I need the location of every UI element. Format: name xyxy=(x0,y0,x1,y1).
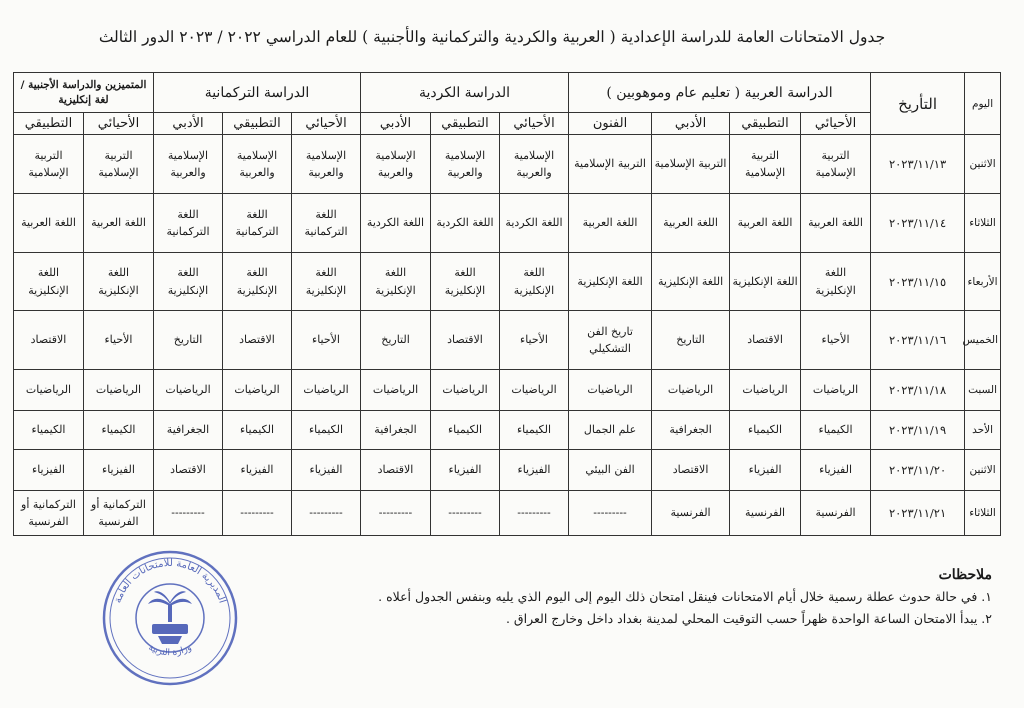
subject-cell: اللغة الإنكليزية xyxy=(569,253,652,311)
subject-cell: اللغة الكردية xyxy=(361,194,431,253)
subject-cell: الاقتصاد xyxy=(14,311,84,370)
subject-cell: التربية الإسلامية xyxy=(14,135,84,194)
subject-cell: اللغة الإنكليزية xyxy=(500,253,569,311)
date-cell: ٢٠٢٣/١١/٢١ xyxy=(871,491,965,536)
sub-header: الأدبي xyxy=(652,113,730,135)
sub-header: الأحيائي xyxy=(292,113,361,135)
subject-cell: اللغة الإنكليزية xyxy=(154,253,223,311)
subject-cell: الأحياء xyxy=(500,311,569,370)
subject-cell: التربية الإسلامية xyxy=(801,135,871,194)
date-cell: ٢٠٢٣/١١/١٤ xyxy=(871,194,965,253)
subject-cell: الفيزياء xyxy=(431,450,500,491)
subject-cell: الفرنسية xyxy=(730,491,801,536)
subject-cell: الإسلامية والعربية xyxy=(223,135,292,194)
subject-cell: اللغة الإنكليزية xyxy=(652,253,730,311)
page-title: جدول الامتحانات العامة للدراسة الإعدادية ( العربية والكردية والتركمانية والأجنبية ) للعام الدراسي ٢٠٢٢ / ٢٠٢٣ الدور الثالث xyxy=(98,28,886,46)
subject-cell: الفيزياء xyxy=(14,450,84,491)
subject-cell: اللغة الكردية xyxy=(500,194,569,253)
group-header-distinguished: المتميزين والدراسة الأجنبية / لغة إنكليزية xyxy=(14,73,154,113)
subject-cell: الرياضيات xyxy=(84,370,154,411)
subject-cell: التربية الإسلامية xyxy=(730,135,801,194)
date-cell: ٢٠٢٣/١١/١٥ xyxy=(871,253,965,311)
subject-cell: الجغرافية xyxy=(154,411,223,450)
day-cell: الثلاثاء xyxy=(965,491,1001,536)
subject-cell: --------- xyxy=(292,491,361,536)
subject-cell: التركمانية أو الفرنسية xyxy=(14,491,84,536)
subject-cell: الإسلامية والعربية xyxy=(431,135,500,194)
palm-emblem-icon xyxy=(148,591,192,644)
sub-header: التطبيقي xyxy=(431,113,500,135)
table-row xyxy=(14,450,1001,491)
sub-header: التطبيقي xyxy=(223,113,292,135)
subject-cell: الأحياء xyxy=(84,311,154,370)
subject-cell: اللغة الإنكليزية xyxy=(14,253,84,311)
subject-cell: الكيمياء xyxy=(84,411,154,450)
exam-schedule-table xyxy=(13,72,1001,536)
date-cell: ٢٠٢٣/١١/١٩ xyxy=(871,411,965,450)
subject-cell: الإسلامية والعربية xyxy=(292,135,361,194)
subject-cell: اللغة التركمانية xyxy=(223,194,292,253)
subject-cell: الرياضيات xyxy=(154,370,223,411)
subject-cell: الاقتصاد xyxy=(431,311,500,370)
sub-header: الأحيائي xyxy=(801,113,871,135)
subject-cell: الكيمياء xyxy=(431,411,500,450)
group-header-arabic: الدراسة العربية ( تعليم عام وموهوبين ) xyxy=(569,73,871,113)
subject-cell: التركمانية أو الفرنسية xyxy=(84,491,154,536)
subject-cell: الكيمياء xyxy=(14,411,84,450)
subject-cell: التربية الإسلامية xyxy=(652,135,730,194)
table-row xyxy=(14,491,1001,536)
subject-cell: الفرنسية xyxy=(652,491,730,536)
subject-cell: الكيمياء xyxy=(730,411,801,450)
subject-cell: اللغة العربية xyxy=(652,194,730,253)
date-header: التأريخ xyxy=(871,73,965,135)
table-row xyxy=(14,135,1001,194)
subject-cell: الرياضيات xyxy=(652,370,730,411)
subject-cell: التاريخ xyxy=(652,311,730,370)
table-row xyxy=(14,411,1001,450)
official-stamp xyxy=(100,548,240,688)
subject-cell: الاقتصاد xyxy=(652,450,730,491)
subject-cell: الأحياء xyxy=(801,311,871,370)
subject-cell: اللغة الإنكليزية xyxy=(431,253,500,311)
subject-cell: التربية الإسلامية xyxy=(569,135,652,194)
day-cell: الاثنين xyxy=(965,135,1001,194)
subject-cell: علم الجمال xyxy=(569,411,652,450)
subject-cell: التاريخ xyxy=(361,311,431,370)
subject-cell: الرياضيات xyxy=(500,370,569,411)
stamp-bottom-text: وزارة التربية xyxy=(146,642,194,659)
subject-cell: الفيزياء xyxy=(801,450,871,491)
group-header-kurdish: الدراسة الكردية xyxy=(361,73,569,113)
date-cell: ٢٠٢٣/١١/٢٠ xyxy=(871,450,965,491)
subject-cell: --------- xyxy=(500,491,569,536)
subject-cell: اللغة الكردية xyxy=(431,194,500,253)
date-cell: ٢٠٢٣/١١/١٨ xyxy=(871,370,965,411)
subject-cell: الفيزياء xyxy=(730,450,801,491)
stamp-ring-text: المديرية العامة للامتحانات العامة xyxy=(112,557,228,605)
day-cell: الخميس xyxy=(965,311,1001,370)
subject-cell: اللغة الإنكليزية xyxy=(361,253,431,311)
subject-cell: الفيزياء xyxy=(500,450,569,491)
table-row xyxy=(14,311,1001,370)
subject-cell: الجغرافية xyxy=(652,411,730,450)
subject-cell: الأحياء xyxy=(292,311,361,370)
subject-cell: اللغة العربية xyxy=(84,194,154,253)
subject-cell: اللغة الإنكليزية xyxy=(84,253,154,311)
sub-header: الأدبي xyxy=(361,113,431,135)
subject-cell: اللغة العربية xyxy=(730,194,801,253)
subject-cell: الفيزياء xyxy=(223,450,292,491)
subject-cell: الكيمياء xyxy=(223,411,292,450)
subject-cell: الرياضيات xyxy=(569,370,652,411)
day-cell: الاثنين xyxy=(965,450,1001,491)
table-row xyxy=(14,253,1001,311)
subject-cell: --------- xyxy=(431,491,500,536)
subject-cell: اللغة العربية xyxy=(14,194,84,253)
subject-cell: --------- xyxy=(154,491,223,536)
day-header: اليوم xyxy=(965,73,1001,135)
subject-cell: اللغة الإنكليزية xyxy=(223,253,292,311)
date-cell: ٢٠٢٣/١١/١٣ xyxy=(871,135,965,194)
subject-cell: اللغة الإنكليزية xyxy=(292,253,361,311)
subject-cell: التاريخ xyxy=(154,311,223,370)
subject-cell: الاقتصاد xyxy=(154,450,223,491)
sub-header: الأدبي xyxy=(154,113,223,135)
day-cell: الأحد xyxy=(965,411,1001,450)
subject-cell: --------- xyxy=(361,491,431,536)
subject-cell: اللغة الإنكليزية xyxy=(801,253,871,311)
subject-cell: اللغة العربية xyxy=(801,194,871,253)
sub-header: الأحيائي xyxy=(84,113,154,135)
subject-cell: الرياضيات xyxy=(361,370,431,411)
table-row xyxy=(14,370,1001,411)
subject-cell: الفيزياء xyxy=(84,450,154,491)
subject-cell: اللغة التركمانية xyxy=(292,194,361,253)
subject-cell: تاريخ الفن التشكيلي xyxy=(569,311,652,370)
notes-heading: ملاحظات xyxy=(938,567,992,583)
date-cell: ٢٠٢٣/١١/١٦ xyxy=(871,311,965,370)
subject-cell: الاقتصاد xyxy=(361,450,431,491)
subject-cell: الإسلامية والعربية xyxy=(500,135,569,194)
subject-cell: الكيمياء xyxy=(292,411,361,450)
sub-header: الفنون xyxy=(569,113,652,135)
subject-cell: الرياضيات xyxy=(14,370,84,411)
subject-cell: الكيمياء xyxy=(500,411,569,450)
subject-cell: الاقتصاد xyxy=(223,311,292,370)
subject-cell: الإسلامية والعربية xyxy=(361,135,431,194)
subject-cell: اللغة التركمانية xyxy=(154,194,223,253)
subject-cell: --------- xyxy=(569,491,652,536)
subject-cell: الرياضيات xyxy=(730,370,801,411)
subject-cell: اللغة العربية xyxy=(569,194,652,253)
svg-text:وزارة التربية xyxy=(147,643,194,658)
day-cell: السبت xyxy=(965,370,1001,411)
sub-header: الأحيائي xyxy=(500,113,569,135)
note-item: ١. في حالة حدوث عطلة رسمية خلال أيام الامتحانات فينقل امتحان ذلك اليوم إلى اليوم الذي يليه وبنفس الجدول أعلاه . xyxy=(378,589,992,604)
subject-cell: الكيمياء xyxy=(801,411,871,450)
notes-section xyxy=(232,564,992,630)
sub-header: التطبيقي xyxy=(14,113,84,135)
subject-cell: الرياضيات xyxy=(431,370,500,411)
note-item: ٢. يبدأ الامتحان الساعة الواحدة ظهراً حسب التوقيت المحلي لمدينة بغداد داخل وخارج العراق . xyxy=(505,611,992,626)
subject-cell: اللغة الإنكليزية xyxy=(730,253,801,311)
subject-cell: الفرنسية xyxy=(801,491,871,536)
sub-header: التطبيقي xyxy=(730,113,801,135)
subject-cell: الرياضيات xyxy=(292,370,361,411)
subject-cell: الرياضيات xyxy=(801,370,871,411)
subject-cell: الجغرافية xyxy=(361,411,431,450)
table-row xyxy=(14,194,1001,253)
day-cell: الثلاثاء xyxy=(965,194,1001,253)
subject-cell: الفن البيئي xyxy=(569,450,652,491)
day-cell: الأربعاء xyxy=(965,253,1001,311)
subject-cell: الإسلامية والعربية xyxy=(154,135,223,194)
subject-cell: --------- xyxy=(223,491,292,536)
group-header-turkmen: الدراسة التركمانية xyxy=(154,73,361,113)
subject-cell: الاقتصاد xyxy=(730,311,801,370)
subject-cell: الرياضيات xyxy=(223,370,292,411)
subject-cell: الفيزياء xyxy=(292,450,361,491)
subject-cell: التربية الإسلامية xyxy=(84,135,154,194)
